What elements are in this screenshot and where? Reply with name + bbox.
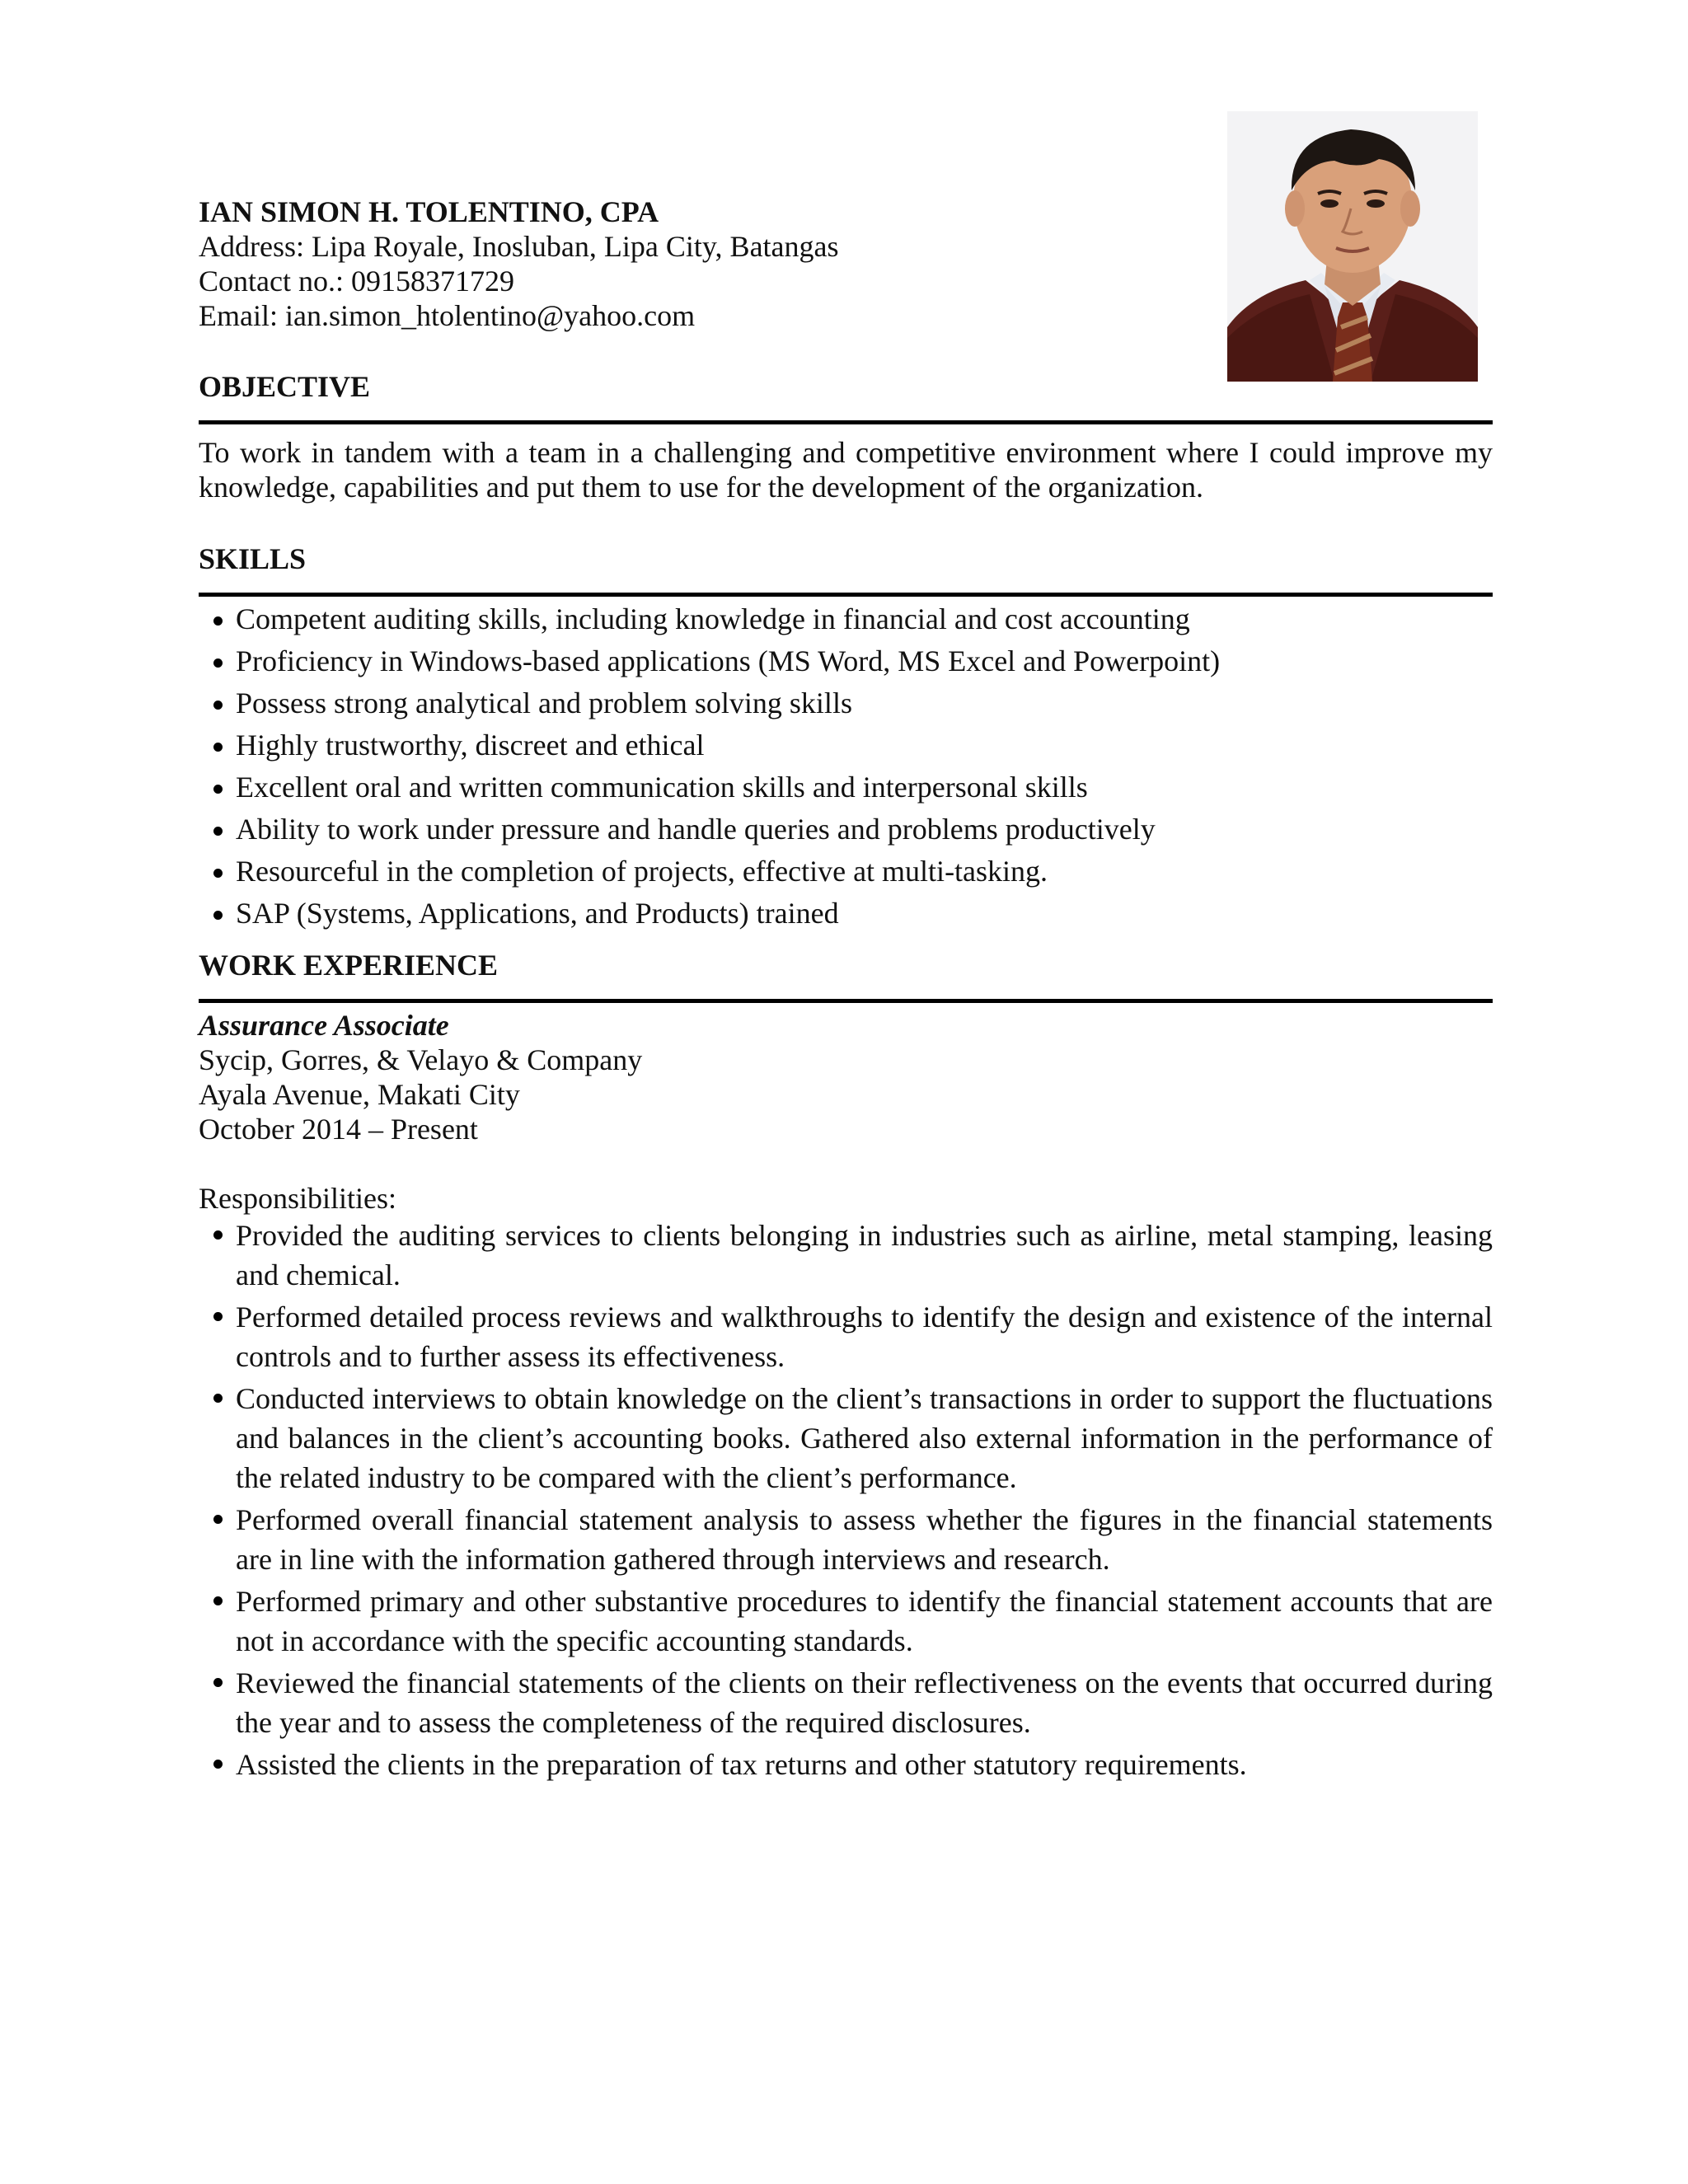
responsibility-text: Performed primary and other substantive procedures to identify the financial statement accounts that are not in accordance with the specific accounting standards.: [236, 1585, 1493, 1657]
bullet-icon: [213, 1596, 223, 1605]
bullet-icon: [213, 869, 223, 878]
skills-heading: SKILLS: [199, 542, 307, 575]
responsibility-item: [199, 1663, 1493, 1742]
skill-text: SAP (Systems, Applications, and Products) trained: [236, 897, 839, 930]
skill-text: Competent auditing skills, including knowledge in financial and cost accounting: [236, 602, 1190, 635]
company-location: Ayala Avenue, Makati City: [199, 1078, 520, 1111]
skill-item: [199, 896, 1493, 930]
responsibility-text: Performed detailed process reviews and walkthroughs to identify the design and existence of the internal controls and to further assess its effectiveness.: [236, 1301, 1493, 1373]
responsibility-text: Reviewed the financial statements of the clients on their reflectiveness on the events that occurred during the year and to assess the completeness of the required disclosures.: [236, 1666, 1493, 1739]
responsibility-item: [199, 1582, 1493, 1661]
responsibility-item: [199, 1379, 1493, 1497]
resume-content: [199, 194, 1493, 1787]
job-entry: [199, 1008, 1493, 1784]
skill-item: [199, 770, 1493, 804]
bullet-icon: [213, 743, 223, 752]
bullet-icon: [213, 658, 223, 668]
skills-list: [199, 602, 1493, 930]
bullet-icon: [213, 827, 223, 836]
employment-dates: October 2014 – Present: [199, 1113, 478, 1146]
bullet-icon: [213, 616, 223, 626]
bullet-icon: [213, 1230, 223, 1240]
skill-text: Highly trustworthy, discreet and ethical: [236, 729, 705, 762]
responsibility-item: [199, 1500, 1493, 1579]
work-experience-heading: WORK EXPERIENCE: [199, 949, 499, 982]
responsibility-text: Conducted interviews to obtain knowledge on the client’s transactions in order to support the fluctuations and balances in the client’s accounting books. Gathered also external information in the performance of the related industry to be compared with the client’s performance.: [236, 1382, 1493, 1494]
bullet-icon: [213, 1678, 223, 1687]
skill-item: [199, 812, 1493, 846]
skill-text: Excellent oral and written communication skills and interpersonal skills: [236, 771, 1088, 804]
candidate-name: IAN SIMON H. TOLENTINO, CPA: [199, 195, 659, 228]
objective-heading: OBJECTIVE: [199, 370, 371, 403]
company-name: Sycip, Gorres, & Velayo & Company: [199, 1043, 643, 1076]
email-line: Email: ian.simon_htolentino@yahoo.com: [199, 299, 696, 332]
bullet-icon: [213, 1760, 223, 1769]
bullet-icon: [213, 1394, 223, 1403]
responsibilities-label: Responsibilities:: [199, 1182, 397, 1215]
skill-text: Resourceful in the completion of projects, effective at multi-tasking.: [236, 855, 1048, 888]
skill-item: [199, 686, 1493, 720]
bullet-icon: [213, 785, 223, 794]
responsibility-text: Provided the auditing services to clients belonging in industries such as airline, metal stamping, leasing and chemical.: [236, 1219, 1493, 1291]
responsibility-item: [199, 1297, 1493, 1376]
job-title: Assurance Associate: [199, 1009, 449, 1042]
bullet-icon: [213, 701, 223, 710]
responsibility-item: [199, 1216, 1493, 1295]
address-line: Address: Lipa Royale, Inosluban, Lipa City, Batangas: [199, 230, 839, 263]
objective-text: To work in tandem with a team in a challenging and competitive environment where I could improve my knowledge, capabilities and put them to use for the development of the organization.: [199, 436, 1493, 504]
responsibility-item: [199, 1745, 1493, 1784]
contact-block: [199, 194, 1493, 333]
skill-item: [199, 644, 1493, 678]
skill-text: Possess strong analytical and problem solving skills: [236, 687, 852, 719]
skill-item: [199, 728, 1493, 762]
responsibilities-list: [199, 1216, 1493, 1784]
responsibility-text: Performed overall financial statement analysis to assess whether the figures in the financial statements are in line with the information gathered through interviews and research.: [236, 1503, 1493, 1576]
contact-number-line: Contact no.: 09158371729: [199, 265, 514, 298]
bullet-icon: [213, 1515, 223, 1524]
bullet-icon: [213, 911, 223, 920]
bullet-icon: [213, 1312, 223, 1321]
skill-text: Proficiency in Windows-based applications (MS Word, MS Excel and Powerpoint): [236, 644, 1221, 677]
skill-item: [199, 602, 1493, 636]
skill-item: [199, 854, 1493, 888]
skill-text: Ability to work under pressure and handle queries and problems productively: [236, 813, 1156, 846]
responsibility-text: Assisted the clients in the preparation of tax returns and other statutory requirements.: [236, 1748, 1247, 1781]
